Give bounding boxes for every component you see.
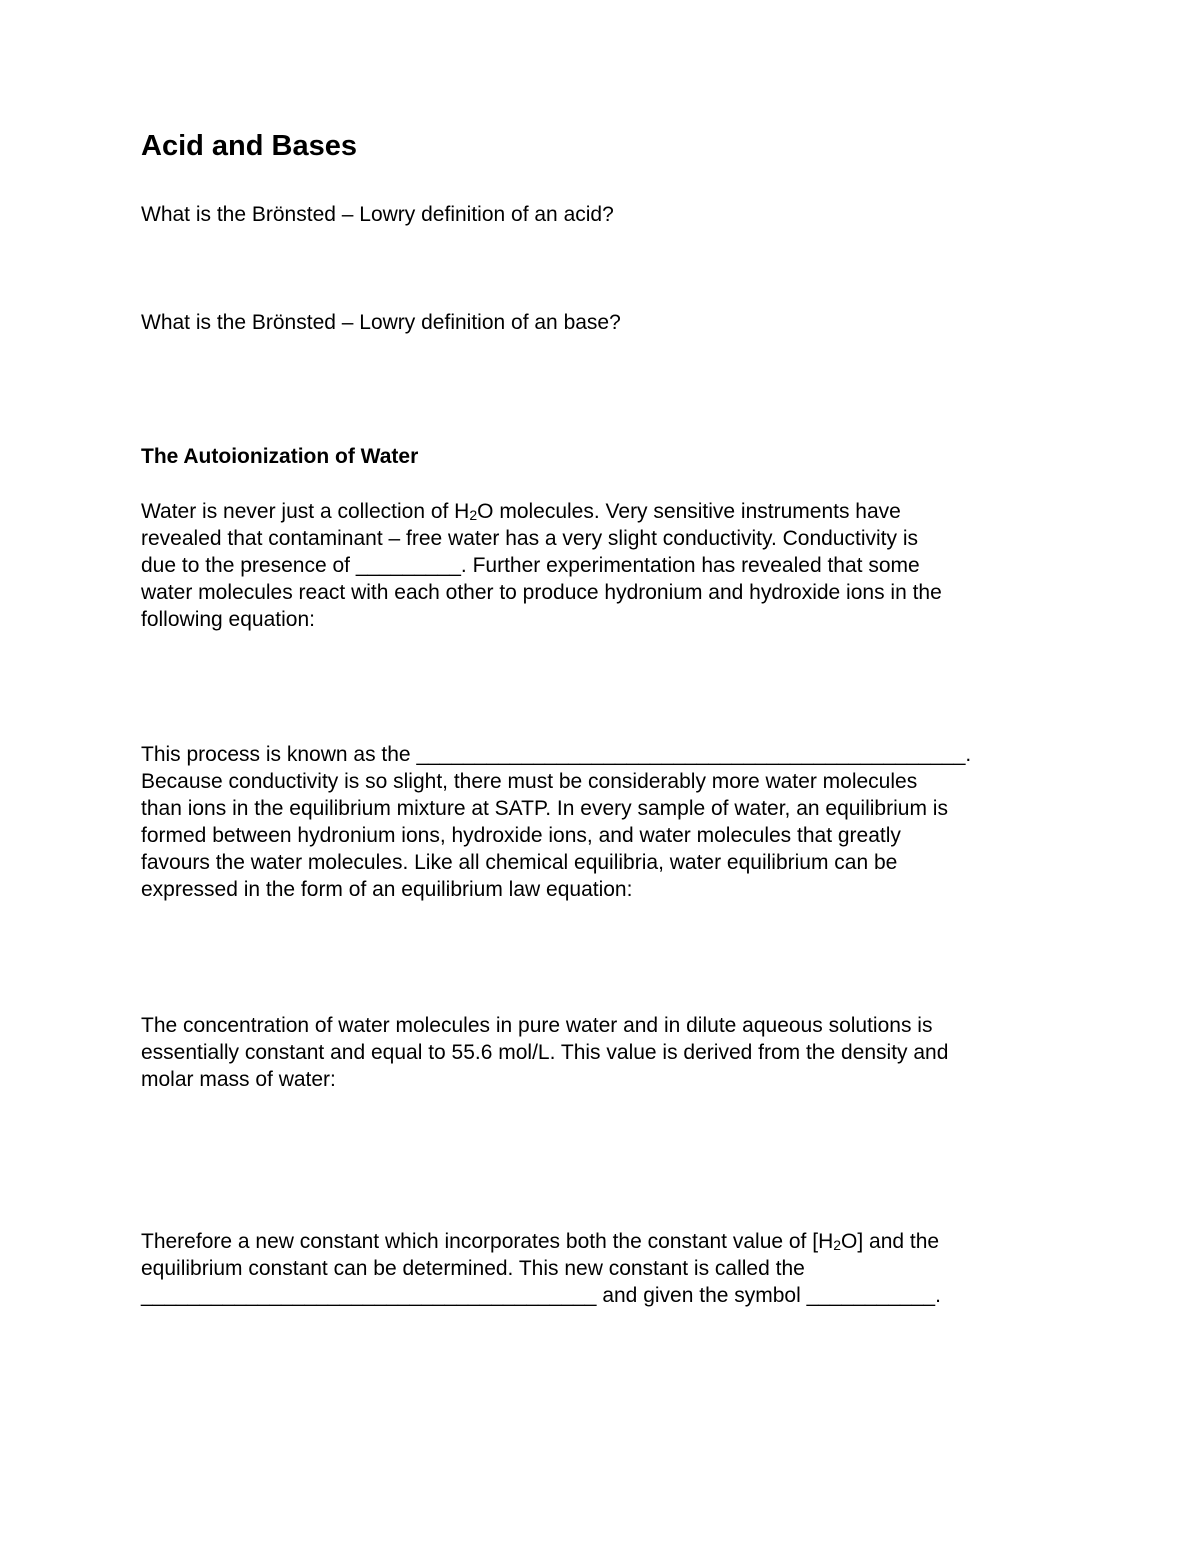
- subscript: 2: [469, 507, 478, 523]
- section-heading-autoionization: The Autoionization of Water: [141, 445, 419, 468]
- paragraph-line: [141, 498, 942, 525]
- paragraph-line: following equation:: [141, 608, 315, 631]
- paragraph-line: _______________________________________ and given the symbol ___________.: [141, 1284, 941, 1307]
- paragraph-line: favours the water molecules. Like all chemical equilibria, water equilibrium can be: [141, 851, 898, 874]
- text-fragment: Water is never just a collection of H: [141, 500, 470, 523]
- text-fragment: O] and the: [841, 1230, 940, 1253]
- paragraph-line: essentially constant and equal to 55.6 mol/L. This value is derived from the density and: [141, 1041, 949, 1064]
- paragraph-line: formed between hydronium ions, hydroxide ions, and water molecules that greatly: [141, 824, 901, 847]
- paragraph-line: Because conductivity is so slight, there must be considerably more water molecules: [141, 770, 918, 793]
- paragraph-line: [141, 1228, 941, 1255]
- text-fragment: O molecules. Very sensitive instruments have: [477, 500, 901, 523]
- subscript: 2: [833, 1237, 842, 1253]
- paragraph-process-equilibrium: [141, 741, 971, 903]
- paragraph-new-constant: [141, 1228, 941, 1309]
- paragraph-water-ions: [141, 498, 942, 633]
- paragraph-line: than ions in the equilibrium mixture at SATP. In every sample of water, an equilibrium is: [141, 797, 948, 820]
- question-acid-definition: What is the Brönsted – Lowry definition of an acid?: [141, 203, 614, 226]
- paragraph-line: expressed in the form of an equilibrium law equation:: [141, 878, 633, 901]
- paragraph-line: The concentration of water molecules in pure water and in dilute aqueous solutions is: [141, 1014, 933, 1037]
- paragraph-line: water molecules react with each other to produce hydronium and hydroxide ions in the: [141, 581, 942, 604]
- text-fragment: Therefore a new constant which incorporates both the constant value of [H: [141, 1230, 834, 1253]
- question-base-definition: What is the Brönsted – Lowry definition of an base?: [141, 311, 621, 334]
- paragraph-line: equilibrium constant can be determined. This new constant is called the: [141, 1257, 805, 1280]
- paragraph-line: molar mass of water:: [141, 1068, 336, 1091]
- paragraph-line: revealed that contaminant – free water has a very slight conductivity. Conductivity is: [141, 527, 918, 550]
- paragraph-water-concentration: [141, 1012, 948, 1093]
- document-title: Acid and Bases: [141, 130, 357, 162]
- paragraph-line: This process is known as the _______________________________________________.: [141, 743, 972, 766]
- paragraph-line: due to the presence of _________. Further experimentation has revealed that some: [141, 554, 920, 577]
